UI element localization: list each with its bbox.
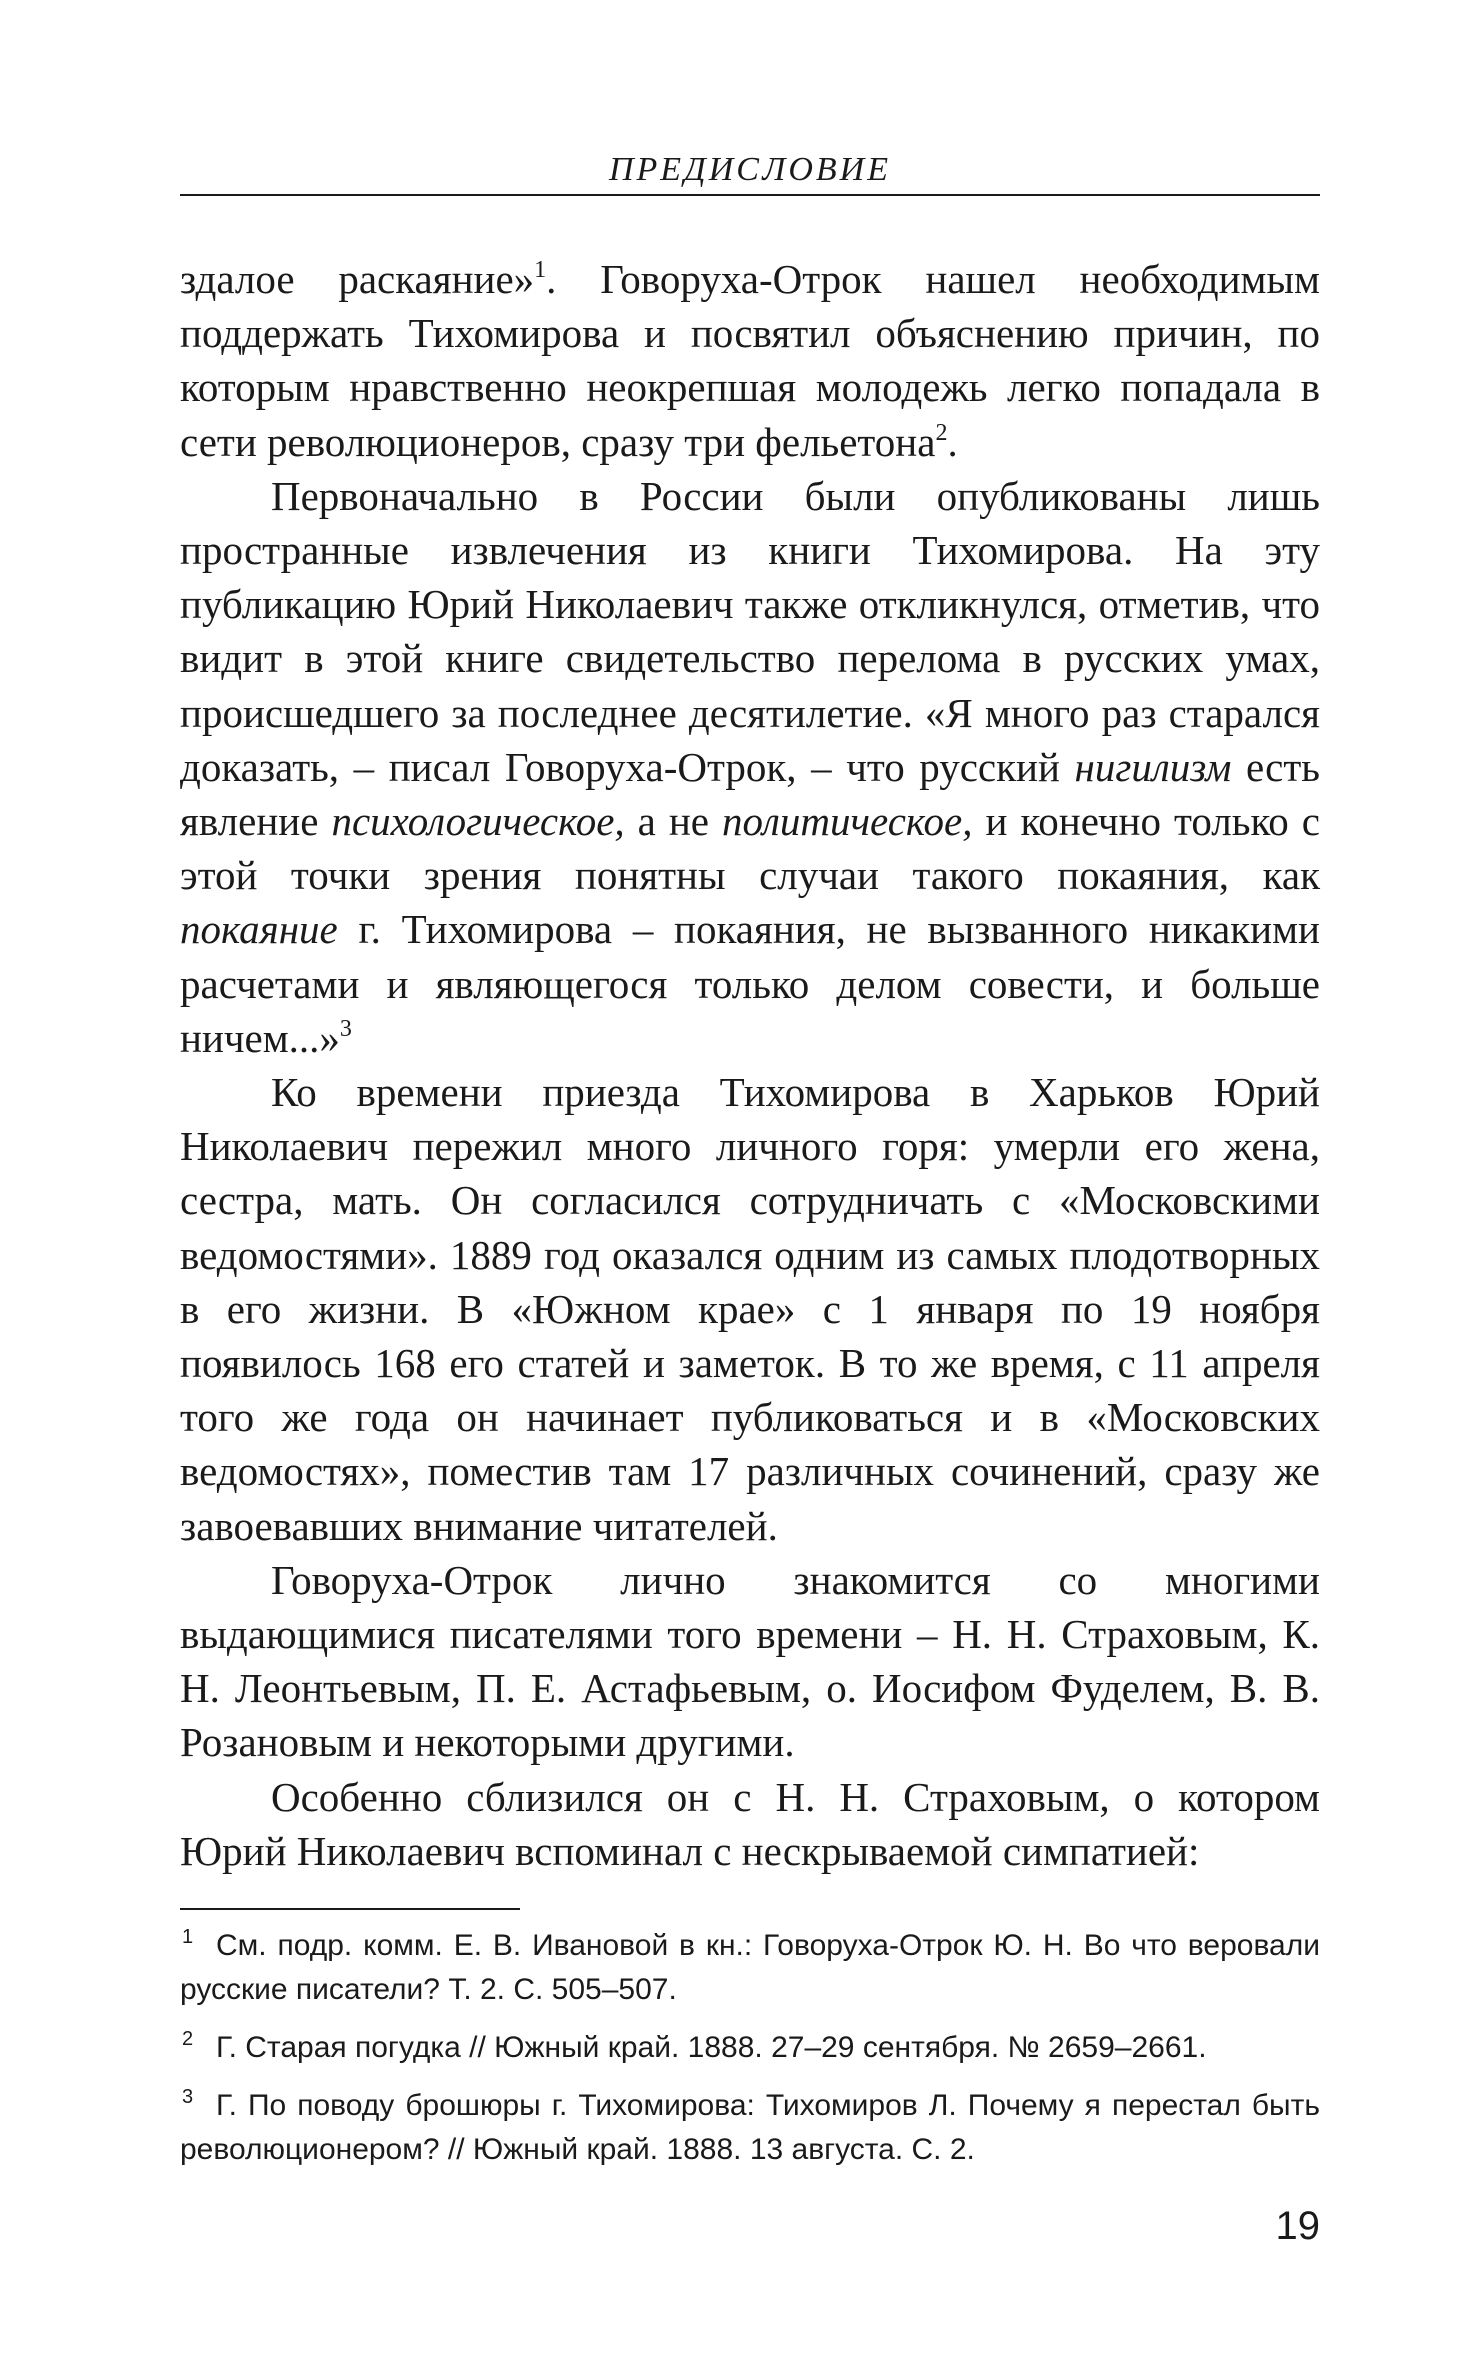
text-run: Говоруха-Отрок лично знакомится со многими выдающимися писателями того времени – Н. Н. Страховым, К. Н. Леонтьевым, П. Е. Астафьевым, о. Иосифом Фуделем, В. В. Розановым и некоторыми другими. — [180, 1556, 1320, 1766]
paragraph — [180, 1553, 1320, 1770]
italic-term: психологическое, — [331, 798, 625, 845]
text-run: Первоначально в России были опубликованы лишь пространные извлечения из книги Тихомирова. На эту публикацию Юрий Николаевич также откликнулся, отметив, что видит в этой книге свидетельство перелома в русских умах, происшедшего за последнее десятилетие. «Я много раз старался доказать, – писал Говоруха-Отрок, – что русский — [180, 472, 1320, 790]
italic-term: нигилизм — [1074, 743, 1232, 790]
text-run: . — [947, 418, 958, 465]
footnote: 1 См. подр. комм. Е. В. Ивановой в кн.: Говоруха-Отрок Ю. Н. Во что веровали русские писатели? Т. 2. С. 505–507. — [180, 1926, 1320, 2006]
footnotes — [180, 1924, 1320, 2186]
footnote-ref: 3 — [339, 1015, 352, 1042]
footnote-separator — [180, 1908, 520, 1910]
italic-term: политическое, — [722, 798, 973, 845]
paragraph — [180, 252, 1320, 469]
text-run: здалое раскаяние» — [180, 256, 535, 302]
paragraph — [180, 469, 1320, 1065]
paragraph — [180, 1770, 1320, 1878]
text-run: . Говоруха-Отрок нашел необходимым поддержать Тихомирова и посвятил объяснению причин, по которым нравственно неокрепшая молодежь легко попадала в сети революционеров, сразу три фельетона — [180, 256, 1320, 465]
paragraph — [180, 1065, 1320, 1553]
running-title: ПРЕДИСЛОВИЕ — [608, 151, 892, 188]
footnote-text: Г. По поводу брошюры г. Тихомирова: Тихомиров Л. Почему я перестал быть революционером? // Южный край. 1888. 13 августа. С. 2. — [180, 2089, 1320, 2166]
footnote: 3 Г. По поводу брошюры г. Тихомирова: Тихомиров Л. Почему я перестал быть революционером? // Южный край. 1888. 13 августа. С. 2. — [180, 2086, 1320, 2166]
text-run: Особенно сблизился он с Н. Н. Страховым, о котором Юрий Николаевич вспоминал с нескрываемой симпатией: — [180, 1773, 1320, 1874]
text-run: есть явление — [180, 743, 1320, 845]
footnote-ref: 1 — [534, 257, 547, 283]
main-text — [180, 252, 1320, 1878]
text-run: а не — [624, 798, 723, 845]
footnote: 2 Г. Старая погудка // Южный край. 1888. 27–29 сентября. № 2659–2661. — [182, 2028, 1207, 2064]
text-run: г. Тихомирова – покаяния, не вызванного никакими расчетами и являющегося только делом совести, и больше ничем...» — [180, 906, 1320, 1061]
page-number: 19 — [1275, 2204, 1320, 2248]
header-rule — [180, 194, 1320, 196]
footnote-ref: 2 — [935, 419, 948, 446]
text-run: и конечно только с этой точки зрения понятны случаи такого покаяния, как — [180, 798, 1321, 899]
footnote-text: См. подр. комм. Е. В. Ивановой в кн.: Говоруха-Отрок Ю. Н. Во что веровали русские писатели? Т. 2. С. 505–507. — [180, 1929, 1320, 2006]
italic-term: покаяние — [180, 906, 338, 953]
text-run: Ко времени приезда Тихомирова в Харьков Юрий Николаевич пережил много личного горя: умерли его жена, сестра, мать. Он согласился сотрудничать с «Московскими ведомостями». 1889 год оказался одним из самых плодотворных в его жизни. В «Южном крае» с 1 января по 19 ноября появилось 168 его статей и заметок. В то же время, с 11 апреля того же года он начинает публиковаться и в «Московских ведомостях», поместив там 17 различных сочинений, сразу же завоевавших внимание читателей. — [180, 1069, 1320, 1549]
footnote-text: Г. Старая погудка // Южный край. 1888. 27–29 сентября. № 2659–2661. — [216, 2031, 1207, 2064]
